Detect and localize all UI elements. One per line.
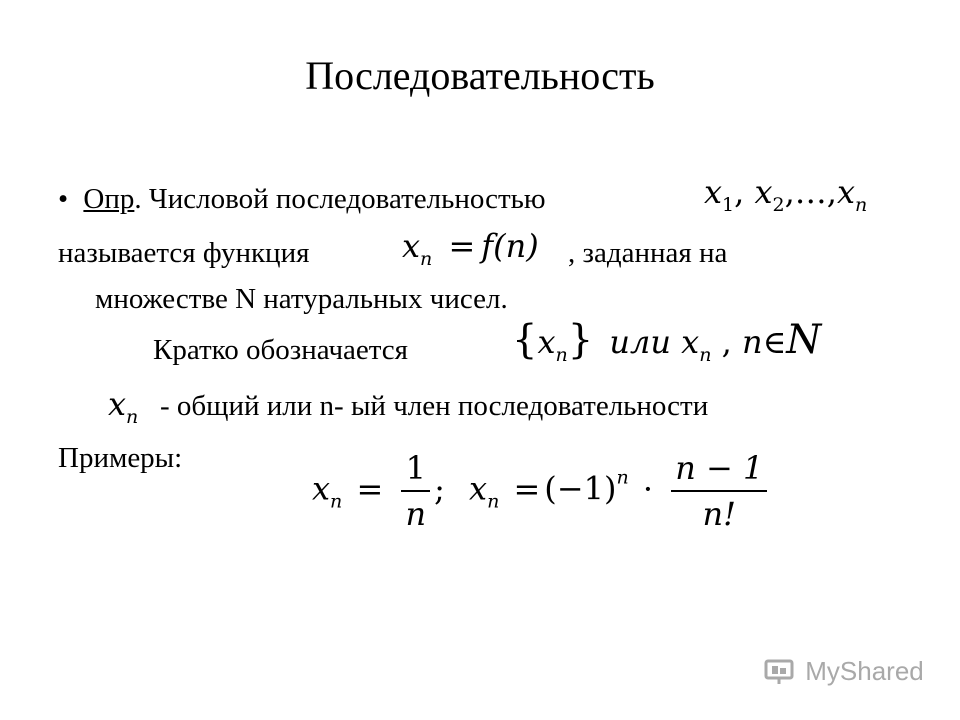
short-notation-text: Кратко обозначается xyxy=(153,334,409,366)
general-term-text: - общий или n- ый член последовательности xyxy=(160,390,709,422)
sequence-formula: $x_1$, $x_2,\dots,x_n$ xyxy=(704,173,868,216)
slide-title: Последовательность xyxy=(305,53,655,98)
definition-label: Опр xyxy=(83,183,135,215)
definition-line-2: называется функция xyxy=(58,237,310,269)
definition-line-3: множестве N натуральных чисел. xyxy=(95,283,508,315)
function-formula: $x_n = f(n)$ xyxy=(402,227,539,270)
fraction-one-over-n: $\frac{1}{n}$ xyxy=(401,446,430,536)
fraction-n-minus-1-over-n-factorial: $\frac{n - 1}{n!}$ xyxy=(671,446,767,536)
examples-formula: $x_n$ = $\frac{1}{n}$ ; $x_n = (-1)^n$ · $\frac{n - 1}{n!}$ xyxy=(312,446,771,536)
bullet: • xyxy=(58,183,69,215)
general-term-symbol: $x_n$ xyxy=(108,385,139,428)
definition-line-1 xyxy=(58,182,546,216)
examples-label: Примеры: xyxy=(58,442,183,474)
logo-text: MyShared xyxy=(805,656,924,686)
definition-text: . Числовой последовательностью xyxy=(134,183,546,215)
projector-icon xyxy=(764,656,805,686)
definition-line-2-end: , заданная на xyxy=(568,237,728,269)
notation-formula: $\{x_n\}$ или $x_n$ , n∈N xyxy=(512,317,822,366)
myshared-logo xyxy=(764,656,924,687)
